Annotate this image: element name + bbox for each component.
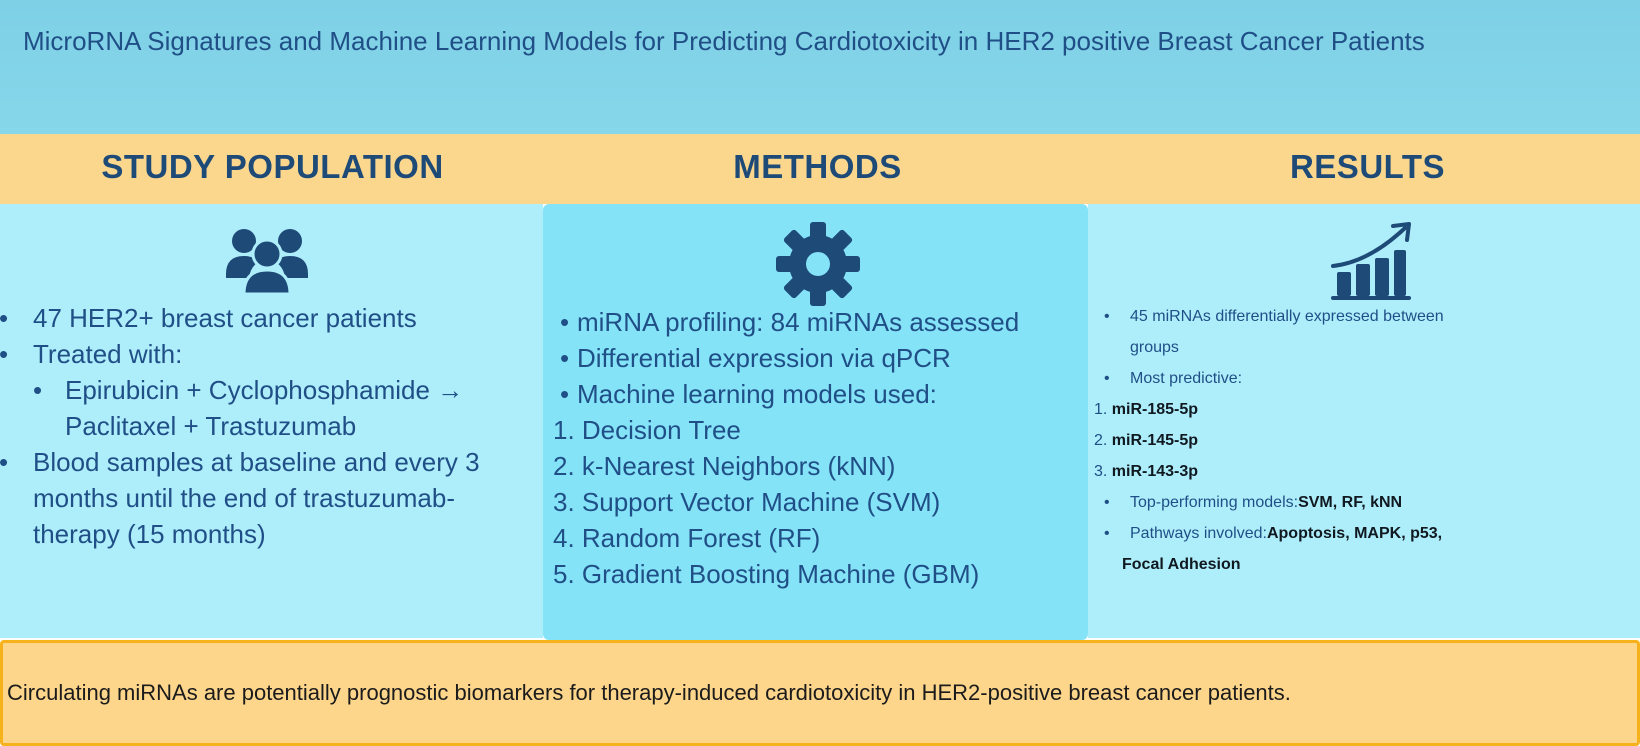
model-item: 4. Random Forest (RF)	[553, 523, 821, 553]
pathways-value: Apoptosis, MAPK, p53,	[1266, 525, 1443, 542]
pathways-line	[1130, 525, 1442, 543]
results-heading: RESULTS	[1289, 148, 1446, 185]
mirna-row	[1094, 463, 1198, 481]
population-subitem-cont: Paclitaxel + Trastuzumab	[65, 411, 357, 441]
results-panel	[1088, 204, 1640, 638]
top-models-value: SVM, RF, kNN	[1298, 494, 1403, 511]
mirna-row	[1094, 401, 1198, 419]
methods-heading: METHODS	[733, 148, 902, 185]
study-population-heading: STUDY POPULATION	[101, 148, 444, 185]
pathways-line-cont	[1122, 556, 1241, 574]
mirna-name: miR-143-3p	[1111, 463, 1199, 480]
results-item: Most predictive:	[1130, 370, 1243, 387]
methods-item: • Machine learning models used:	[577, 376, 1077, 412]
methods-panel	[543, 204, 1088, 640]
top-models-line	[1130, 494, 1402, 512]
study-population-panel	[0, 204, 543, 638]
bullet-dot: •	[1104, 370, 1110, 387]
mirna-number: 3.	[1094, 463, 1108, 480]
mirna-name: miR-185-5p	[1111, 401, 1199, 418]
pathways-label: Pathways involved:	[1130, 525, 1267, 542]
growth-chart-icon	[1329, 222, 1413, 302]
section-heading-bar	[0, 134, 1640, 204]
population-item-cont: therapy (15 months)	[33, 519, 266, 549]
population-subitem: • Epirubicin + Cyclophosphamide →	[16, 372, 536, 408]
model-item: 3. Support Vector Machine (SVM)	[553, 487, 941, 517]
population-item: • Treated with:	[16, 336, 536, 372]
models-list	[553, 412, 1073, 592]
results-item-cont: groups	[1130, 339, 1179, 356]
methods-item: • Differential expression via qPCR	[577, 340, 1077, 376]
pathways-value-cont: Focal Adhesion	[1122, 556, 1241, 573]
bullet-dot: •	[1104, 494, 1110, 511]
conclusion-text: Circulating miRNAs are potentially prognostic biomarkers for therapy-induced cardiotoxicity in HER2-positive breast cancer patients.	[7, 680, 1291, 705]
page-title: MicroRNA Signatures and Machine Learning Models for Predicting Cardiotoxicity in HER2 positive Breast Cancer Patients	[23, 26, 1425, 56]
methods-bullet-list	[577, 304, 1077, 412]
model-item: 1. Decision Tree	[553, 415, 741, 445]
model-item: 5. Gradient Boosting Machine (GBM)	[553, 559, 980, 589]
bullet-dot: •	[1104, 308, 1110, 325]
population-list	[16, 300, 536, 552]
gear-icon	[776, 222, 860, 306]
population-item: • 47 HER2+ breast cancer patients	[16, 300, 536, 336]
conclusion-box	[0, 640, 1640, 746]
mirna-row	[1094, 432, 1198, 450]
mirna-name: miR-145-5p	[1111, 432, 1199, 449]
model-item: 2. k-Nearest Neighbors (kNN)	[553, 451, 896, 481]
header-banner	[0, 0, 1640, 134]
methods-item: • miRNA profiling: 84 miRNAs assessed	[577, 304, 1077, 340]
bullet-dot: •	[1104, 525, 1110, 542]
mirna-number: 2.	[1094, 432, 1108, 449]
results-item: 45 miRNAs differentially expressed between	[1130, 308, 1444, 325]
top-models-label: Top-performing models:	[1130, 494, 1299, 511]
population-item: • Blood samples at baseline and every 3	[16, 444, 536, 480]
mirna-number: 1.	[1094, 401, 1108, 418]
users-group-icon	[224, 224, 310, 294]
population-item-cont: months until the end of trastuzumab-	[33, 483, 456, 513]
